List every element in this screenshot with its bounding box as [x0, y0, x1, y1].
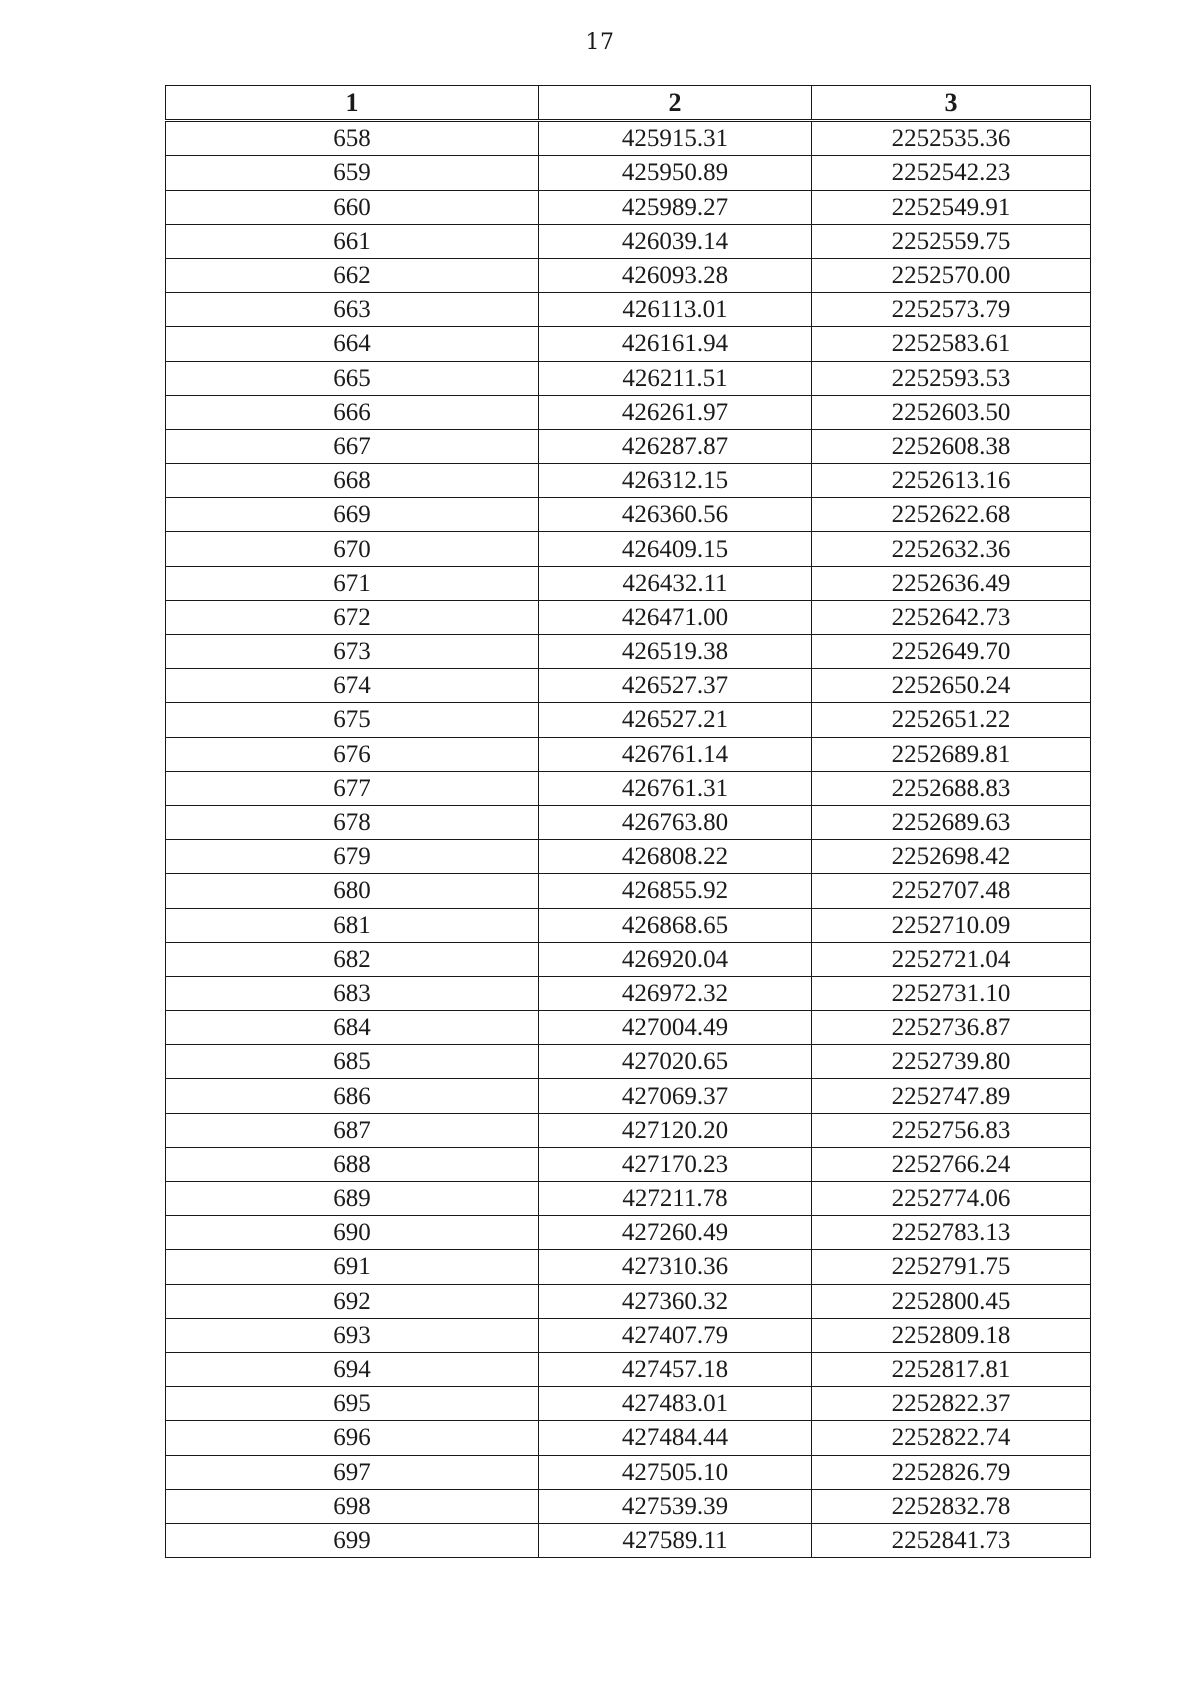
table-cell-col-2: 427484.44 — [539, 1421, 812, 1455]
table-cell-col-3: 2252636.49 — [812, 566, 1091, 600]
table-row — [166, 635, 1091, 669]
table-row — [166, 224, 1091, 258]
table-cell-col-3: 2252603.50 — [812, 395, 1091, 429]
table-cell-col-2: 426261.97 — [539, 395, 812, 429]
table-row — [166, 942, 1091, 976]
table-cell-col-3: 2252766.24 — [812, 1147, 1091, 1181]
table-cell-col-1: 680 — [166, 874, 539, 908]
table-cell-col-2: 426471.00 — [539, 600, 812, 634]
table-cell-col-2: 426287.87 — [539, 429, 812, 463]
table-row — [166, 874, 1091, 908]
table-cell-col-1: 689 — [166, 1182, 539, 1216]
table-cell-col-1: 682 — [166, 942, 539, 976]
table-cell-col-3: 2252649.70 — [812, 635, 1091, 669]
table-cell-col-2: 427505.10 — [539, 1455, 812, 1489]
table-row — [166, 1489, 1091, 1523]
table-row — [166, 737, 1091, 771]
table-cell-col-2: 427589.11 — [539, 1523, 812, 1557]
table-cell-col-1: 667 — [166, 429, 539, 463]
table-cell-col-3: 2252826.79 — [812, 1455, 1091, 1489]
table-cell-col-3: 2252535.36 — [812, 121, 1091, 156]
table-cell-col-2: 426360.56 — [539, 498, 812, 532]
table-cell-col-2: 426409.15 — [539, 532, 812, 566]
table-row — [166, 805, 1091, 839]
table-cell-col-3: 2252707.48 — [812, 874, 1091, 908]
table-cell-col-2: 427120.20 — [539, 1113, 812, 1147]
table-row — [166, 498, 1091, 532]
table-cell-col-3: 2252800.45 — [812, 1284, 1091, 1318]
table-cell-col-1: 690 — [166, 1216, 539, 1250]
table-cell-col-1: 679 — [166, 840, 539, 874]
table-cell-col-3: 2252573.79 — [812, 293, 1091, 327]
table-cell-col-3: 2252736.87 — [812, 1011, 1091, 1045]
table-cell-col-1: 673 — [166, 635, 539, 669]
table-cell-col-3: 2252721.04 — [812, 942, 1091, 976]
table-row — [166, 532, 1091, 566]
table-cell-col-3: 2252841.73 — [812, 1523, 1091, 1557]
table-row — [166, 121, 1091, 156]
table-cell-col-2: 425915.31 — [539, 121, 812, 156]
table-cell-col-2: 427170.23 — [539, 1147, 812, 1181]
table-cell-col-2: 426761.31 — [539, 771, 812, 805]
table-cell-col-1: 698 — [166, 1489, 539, 1523]
table-row — [166, 1250, 1091, 1284]
coordinates-table — [165, 85, 1091, 1558]
table-cell-col-3: 2252783.13 — [812, 1216, 1091, 1250]
table-row — [166, 1318, 1091, 1352]
table-row — [166, 1523, 1091, 1557]
table-row — [166, 566, 1091, 600]
table-cell-col-3: 2252689.81 — [812, 737, 1091, 771]
table-row — [166, 327, 1091, 361]
table-cell-col-1: 674 — [166, 669, 539, 703]
table-cell-col-2: 426972.32 — [539, 976, 812, 1010]
table-cell-col-2: 425989.27 — [539, 190, 812, 224]
table-cell-col-1: 666 — [166, 395, 539, 429]
table-cell-col-1: 699 — [166, 1523, 539, 1557]
table-row — [166, 395, 1091, 429]
table-cell-col-1: 697 — [166, 1455, 539, 1489]
table-row — [166, 976, 1091, 1010]
table-cell-col-3: 2252613.16 — [812, 464, 1091, 498]
table-cell-col-1: 676 — [166, 737, 539, 771]
table-cell-col-3: 2252774.06 — [812, 1182, 1091, 1216]
table-cell-col-2: 426763.80 — [539, 805, 812, 839]
table-cell-col-3: 2252570.00 — [812, 258, 1091, 292]
header-row — [166, 86, 1091, 121]
table-row — [166, 669, 1091, 703]
table-row — [166, 1011, 1091, 1045]
table-cell-col-2: 426039.14 — [539, 224, 812, 258]
page-number: 17 — [585, 30, 615, 55]
table-cell-col-2: 427539.39 — [539, 1489, 812, 1523]
table-cell-col-3: 2252832.78 — [812, 1489, 1091, 1523]
table-cell-col-1: 688 — [166, 1147, 539, 1181]
table-cell-col-3: 2252747.89 — [812, 1079, 1091, 1113]
table-row — [166, 1421, 1091, 1455]
table-cell-col-1: 661 — [166, 224, 539, 258]
table-row — [166, 156, 1091, 190]
table-cell-col-3: 2252739.80 — [812, 1045, 1091, 1079]
table-cell-col-2: 426761.14 — [539, 737, 812, 771]
table-cell-col-2: 426527.21 — [539, 703, 812, 737]
table-row — [166, 1045, 1091, 1079]
table-cell-col-2: 426211.51 — [539, 361, 812, 395]
table-cell-col-3: 2252822.74 — [812, 1421, 1091, 1455]
table-cell-col-3: 2252731.10 — [812, 976, 1091, 1010]
column-header-1: 1 — [166, 86, 539, 121]
table-cell-col-2: 427069.37 — [539, 1079, 812, 1113]
table-cell-col-2: 425950.89 — [539, 156, 812, 190]
table-cell-col-1: 687 — [166, 1113, 539, 1147]
table-cell-col-2: 427360.32 — [539, 1284, 812, 1318]
table-row — [166, 293, 1091, 327]
table-cell-col-2: 426920.04 — [539, 942, 812, 976]
table-cell-col-2: 426113.01 — [539, 293, 812, 327]
table-cell-col-2: 427407.79 — [539, 1318, 812, 1352]
table-row — [166, 600, 1091, 634]
table-row — [166, 1147, 1091, 1181]
table-cell-col-1: 677 — [166, 771, 539, 805]
table-cell-col-1: 678 — [166, 805, 539, 839]
table-cell-col-3: 2252642.73 — [812, 600, 1091, 634]
table-cell-col-1: 659 — [166, 156, 539, 190]
table-cell-col-2: 427020.65 — [539, 1045, 812, 1079]
table-cell-col-2: 427260.49 — [539, 1216, 812, 1250]
table-row — [166, 1387, 1091, 1421]
table-cell-col-1: 681 — [166, 908, 539, 942]
table-row — [166, 771, 1091, 805]
table-cell-col-1: 675 — [166, 703, 539, 737]
table-cell-col-3: 2252756.83 — [812, 1113, 1091, 1147]
table-cell-col-3: 2252559.75 — [812, 224, 1091, 258]
table-cell-col-1: 669 — [166, 498, 539, 532]
table-cell-col-2: 427310.36 — [539, 1250, 812, 1284]
table-body — [166, 121, 1091, 1558]
table-cell-col-2: 427004.49 — [539, 1011, 812, 1045]
table-cell-col-3: 2252822.37 — [812, 1387, 1091, 1421]
table-row — [166, 703, 1091, 737]
table-cell-col-2: 426161.94 — [539, 327, 812, 361]
table-cell-col-2: 426312.15 — [539, 464, 812, 498]
table-cell-col-1: 685 — [166, 1045, 539, 1079]
table-cell-col-3: 2252809.18 — [812, 1318, 1091, 1352]
table-cell-col-3: 2252549.91 — [812, 190, 1091, 224]
column-header-2: 2 — [539, 86, 812, 121]
table-row — [166, 429, 1091, 463]
table-cell-col-2: 427211.78 — [539, 1182, 812, 1216]
table-cell-col-2: 426855.92 — [539, 874, 812, 908]
table-cell-col-3: 2252791.75 — [812, 1250, 1091, 1284]
table-row — [166, 840, 1091, 874]
table-cell-col-2: 426527.37 — [539, 669, 812, 703]
table-row — [166, 190, 1091, 224]
table-header — [166, 86, 1091, 121]
table-cell-col-3: 2252622.68 — [812, 498, 1091, 532]
table-cell-col-3: 2252650.24 — [812, 669, 1091, 703]
table-cell-col-1: 683 — [166, 976, 539, 1010]
table-row — [166, 1284, 1091, 1318]
table-cell-col-3: 2252689.63 — [812, 805, 1091, 839]
table-cell-col-1: 696 — [166, 1421, 539, 1455]
column-header-3: 3 — [812, 86, 1091, 121]
coordinates-table-container — [165, 85, 1090, 1558]
table-row — [166, 258, 1091, 292]
table-cell-col-1: 694 — [166, 1352, 539, 1386]
table-row — [166, 464, 1091, 498]
table-row — [166, 1216, 1091, 1250]
table-cell-col-3: 2252542.23 — [812, 156, 1091, 190]
table-cell-col-3: 2252688.83 — [812, 771, 1091, 805]
table-row — [166, 1079, 1091, 1113]
table-cell-col-3: 2252710.09 — [812, 908, 1091, 942]
table-row — [166, 361, 1091, 395]
table-row — [166, 908, 1091, 942]
table-cell-col-2: 427457.18 — [539, 1352, 812, 1386]
table-cell-col-1: 663 — [166, 293, 539, 327]
table-cell-col-2: 426808.22 — [539, 840, 812, 874]
table-cell-col-1: 672 — [166, 600, 539, 634]
table-cell-col-1: 668 — [166, 464, 539, 498]
table-cell-col-2: 426093.28 — [539, 258, 812, 292]
table-cell-col-1: 693 — [166, 1318, 539, 1352]
table-cell-col-1: 664 — [166, 327, 539, 361]
table-cell-col-3: 2252632.36 — [812, 532, 1091, 566]
table-cell-col-2: 426868.65 — [539, 908, 812, 942]
table-row — [166, 1455, 1091, 1489]
table-cell-col-1: 686 — [166, 1079, 539, 1113]
table-cell-col-1: 695 — [166, 1387, 539, 1421]
table-cell-col-3: 2252583.61 — [812, 327, 1091, 361]
table-cell-col-2: 427483.01 — [539, 1387, 812, 1421]
table-row — [166, 1113, 1091, 1147]
table-cell-col-1: 665 — [166, 361, 539, 395]
table-cell-col-1: 691 — [166, 1250, 539, 1284]
table-cell-col-1: 671 — [166, 566, 539, 600]
table-cell-col-3: 2252593.53 — [812, 361, 1091, 395]
table-cell-col-1: 684 — [166, 1011, 539, 1045]
table-cell-col-1: 658 — [166, 121, 539, 156]
table-cell-col-1: 670 — [166, 532, 539, 566]
table-cell-col-1: 662 — [166, 258, 539, 292]
table-cell-col-2: 426519.38 — [539, 635, 812, 669]
table-cell-col-1: 692 — [166, 1284, 539, 1318]
table-cell-col-3: 2252698.42 — [812, 840, 1091, 874]
table-row — [166, 1182, 1091, 1216]
table-cell-col-3: 2252651.22 — [812, 703, 1091, 737]
table-row — [166, 1352, 1091, 1386]
table-cell-col-3: 2252817.81 — [812, 1352, 1091, 1386]
table-cell-col-2: 426432.11 — [539, 566, 812, 600]
table-cell-col-1: 660 — [166, 190, 539, 224]
table-cell-col-3: 2252608.38 — [812, 429, 1091, 463]
